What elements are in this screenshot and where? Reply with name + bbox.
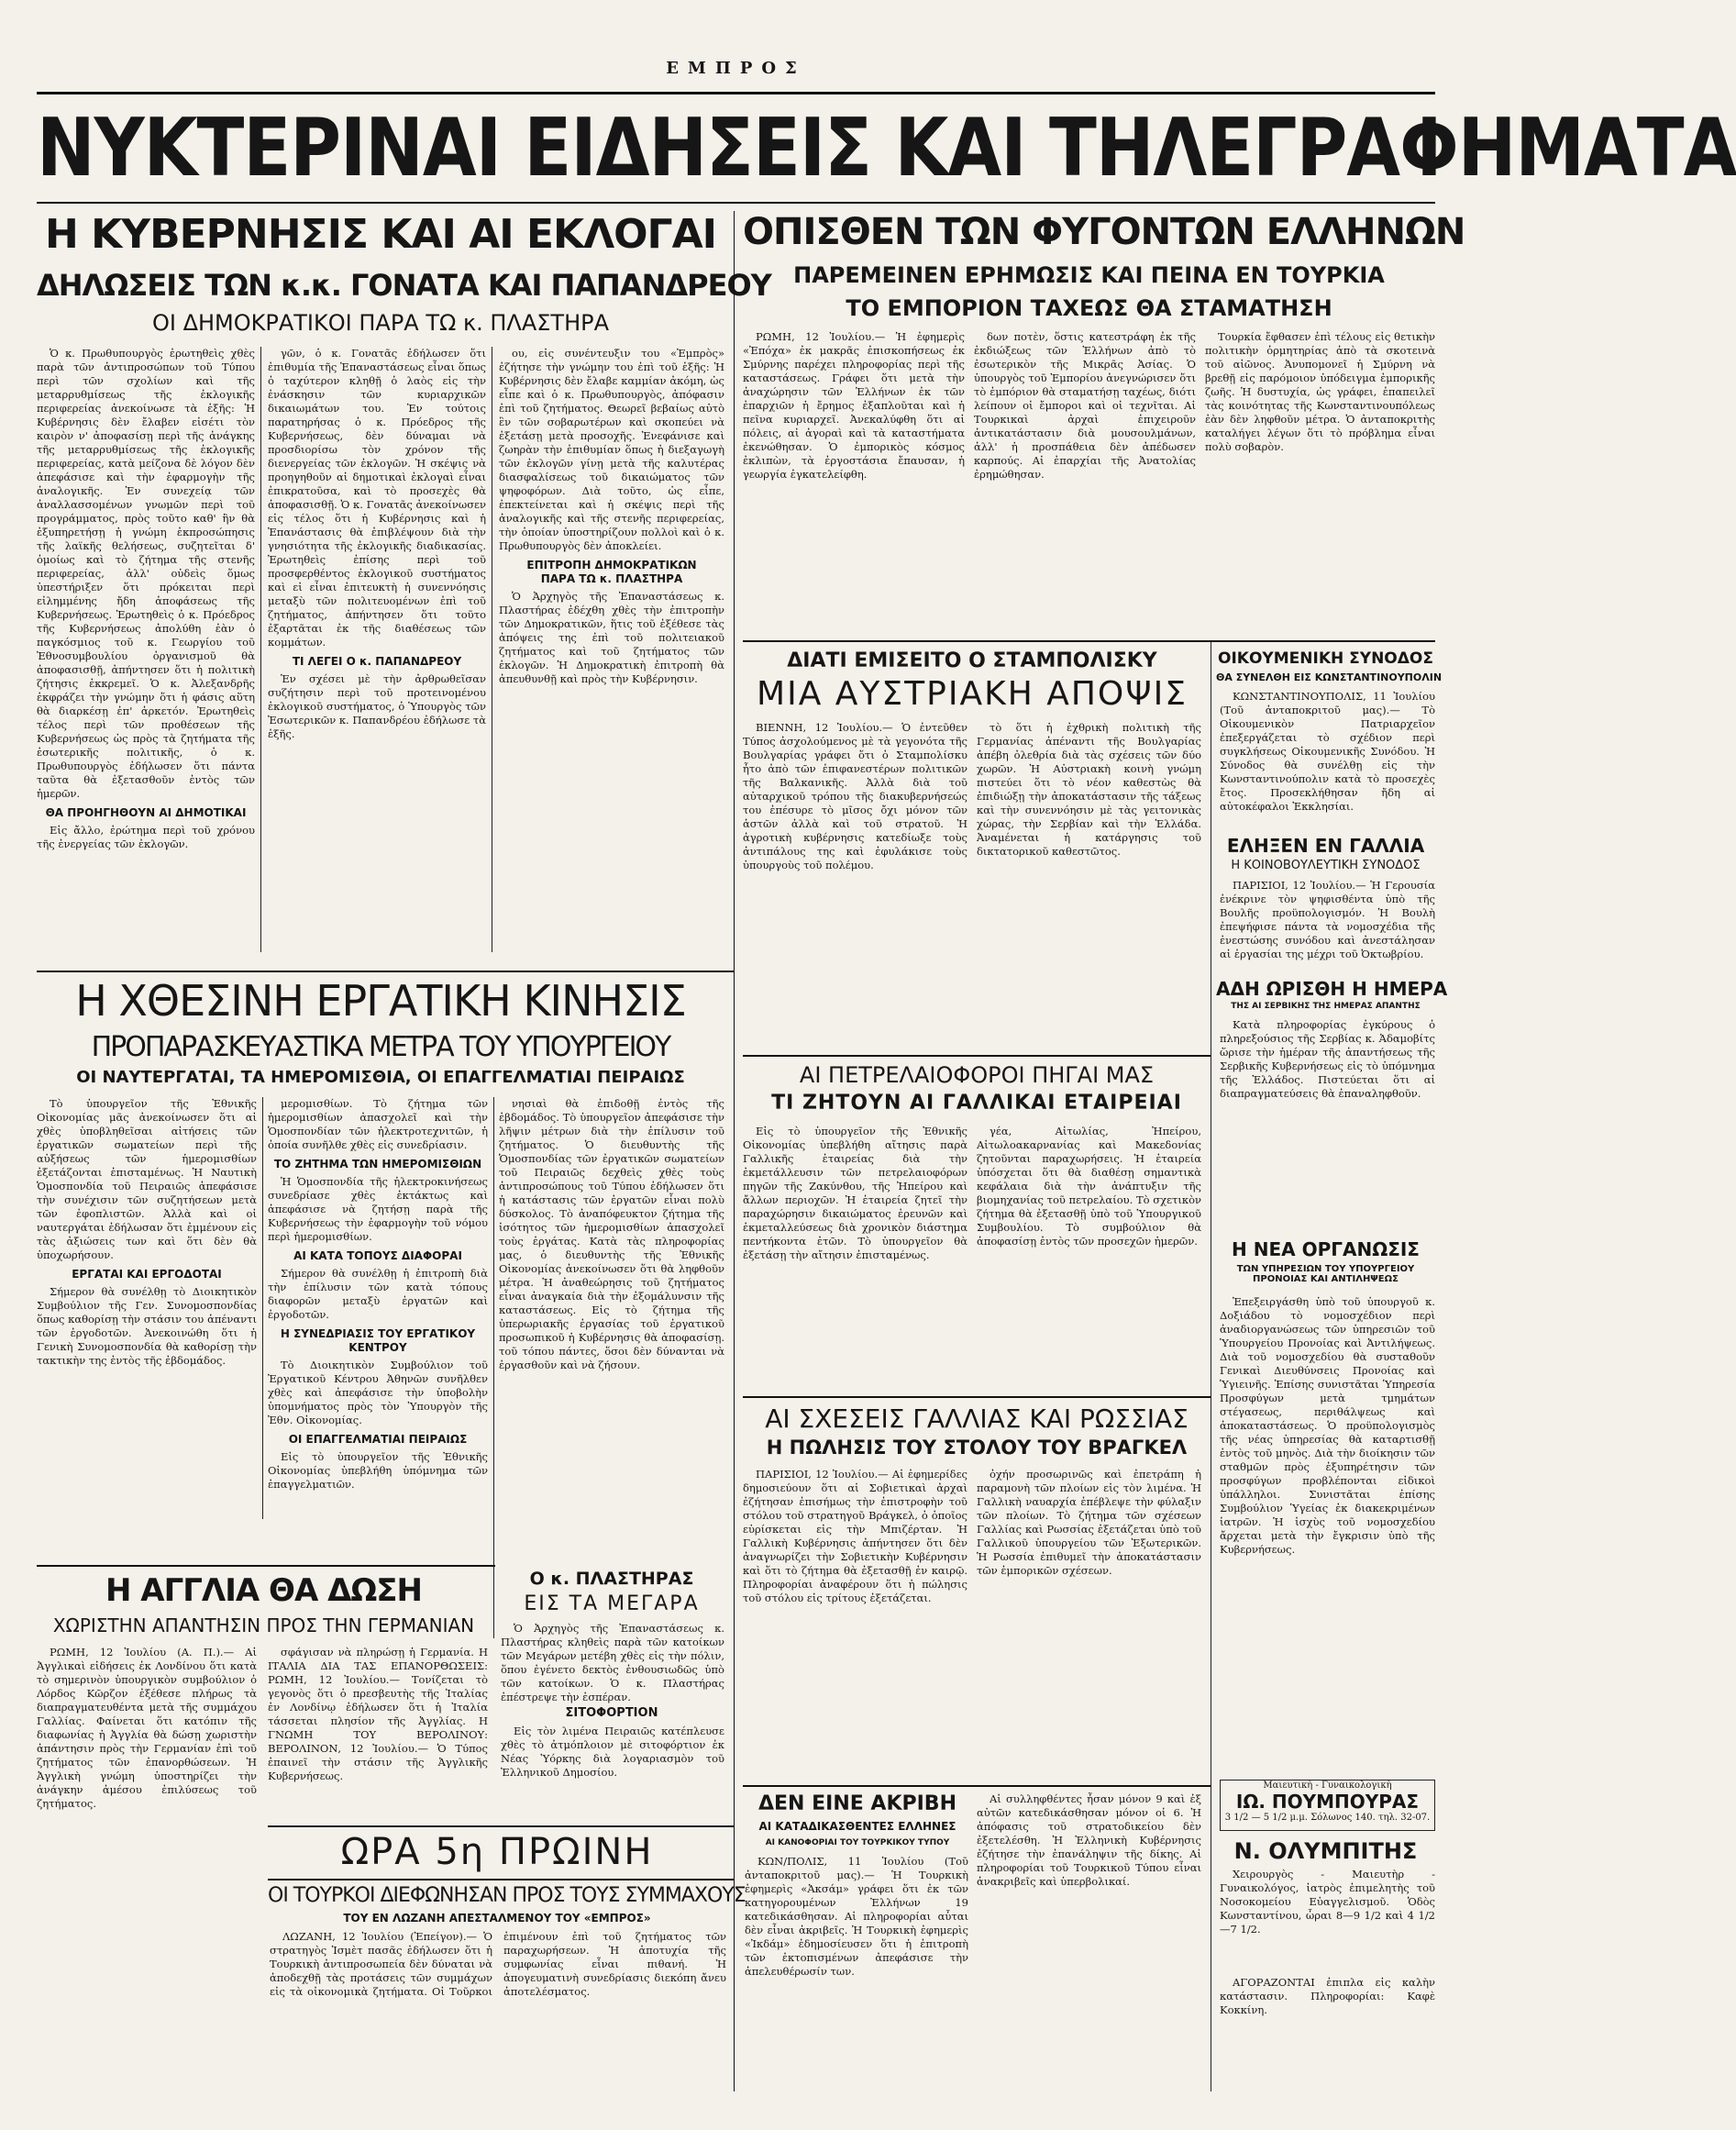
article-column <box>977 721 1201 1042</box>
article-text: ΠΑΡΙΣΙΟΙ, 12 Ἰουλίου.— Ἡ Γερουσία ἐνέκρινε τὸν ψηφισθέντα ὑπὸ τῆς Βουλῆς προϋπολογισμόν. Ἡ Βουλὴ ἐπεψήφισε πάντα τὰ νομοσχέδια τῆς ἐνεστώσης συνόδου καὶ ἀνεστάλησαν αἱ ἐργασίαι της μέχρι τοῦ Ὀκτωβρίου. <box>1220 879 1435 960</box>
section-subheading: ΕΠΙΤΡΟΠΗ ΔΗΜΟΚΡΑΤΙΚΩΝ ΠΑΡΑ ΤΩ κ. ΠΛΑΣΤΗΡΑ <box>526 559 697 585</box>
article-column <box>743 1125 968 1391</box>
article-text: μερομισθίων. Τὸ ζήτημα τῶν ἡμερομισθίων ἀπασχολεῖ καὶ τὴν Ὁμοσπονδίαν τῶν ἠλεκτροτεχνιτῶν, ἡ ὁποία συνῆλθε χθὲς εἰς συνεδρίασιν. <box>268 1097 488 1151</box>
article-text: Εἰς ἄλλο, ἐρώτημα περὶ τοῦ χρόνου τῆς ἐνεργείας τῶν ἐκλογῶν. <box>37 824 255 850</box>
article-deck: ΤΩΝ ΥΠΗΡΕΣΙΩΝ ΤΟΥ ΥΠΟΥΡΓΕΙΟΥ ΠΡΟΝΟΙΑΣ ΚΑΙ ΑΝΤΙΛΗΨΕΩΣ <box>1236 1264 1415 1284</box>
article-text: Ὁ κ. Πρωθυπουργὸς ἐρωτηθεὶς χθὲς παρὰ τῶν ἀντιπροσώπων τοῦ Τύπου περὶ τῶν σχολίων καὶ τῆς μεταρρυθμίσεως τῆς ἐκλογικῆς περιφερείας ἀνεκοίνωσε τὰ ἑξῆς: Ἡ Κυβέρνησις δὲν ἔλαβεν εἰσέτι τὸν καιρὸν ν' ἀποφασίσῃ περὶ τῆς ἀνάγκης τῆς μεταρρυθμίσεως τῆς ἐκλογικῆς περιφερείας, κατὰ μείζονα δὲ λόγον δὲν ἀπεφάσισε καὶ τὴν ἐφαρμογὴν τῆς ἀναλογικῆς. Ἐν συνεχείᾳ τῶν ἀναλλασσομένων γνωμῶν περὶ τοῦ προγράμματος, πρὸς τοῦτο καθ' ἣν θὰ ἐξυπηρετήσῃ ἡ γνώμη ἐκπροσώπησις τῆς λαϊκῆς θελήσεως, συζητεῖται δ' ὁμοίως καὶ τὸ ζήτημα τῆς στενῆς περιφερείας, ἀλλ' οὐδεὶς ὅμως ὑπεστήριξεν ὅτι πρόκειται περὶ εἰλημμένης ἤδη ἀποφάσεως τῆς Κυβερνήσεως. Ἐρωτηθεὶς ὁ κ. Πρόεδρος τῆς Κυβερνήσεως ἀπολύθη ἐὰν ὁ παγκόσμιος τοῦ κ. Γεωργίου τοῦ Ἐθνοσυμβουλίου ὀργανισμοῦ θὰ ἀποφασισθῇ, ἀπήντησεν ὅτι ἡ πολιτικὴ ζήτησις ἐκκρεμεῖ. Ὁ κ. Ἀλεξανδρῆς ἐκφράζει τὴν γνώμην ὅτι ἡ φάσις αὕτη θὰ διαρκέσῃ ἐπ' ἀρκετόν. Ἐρωτηθεὶς τέλος περὶ τῶν προθέσεων τῆς Κυβερνήσεως ὡς πρὸς τὰ ζητήματα τῆς ἐσωτερικῆς πολιτικῆς, ὁ κ. Πρωθυπουργὸς ἐδήλωσεν ὅτι πάντα ταῦτα θὰ ἐξετασθοῦν ἐντὸς τῶν ἡμερῶν. <box>37 347 255 800</box>
article-column <box>1220 1018 1435 1229</box>
article-column <box>499 1097 724 1556</box>
article-text: Τουρκία ἔφθασεν ἐπὶ τέλους εἰς θετικὴν πολιτικὴν ὁρμητηρίας ἀπὸ τὰ σκοτεινὰ τοῦ αἰῶνος. Ἀνυπομονεῖ ἡ Σμύρνη νὰ βρεθῇ εἰς παρόμοιον ὑπόδειγμα ἐμπορικῆς ζωῆς. Ἡ δυστυχία, ὡς γράφει, ἐπαπειλεῖ τὰς κοινότητας τῆς Κωνσταντινουπόλεως ἐὰν δὲν ληφθοῦν μέτρα. Ὁ ἀνταποκριτὴς καταλήγει λέγων ὅτι τὸ πρόβλημα εἶναι πολὺ σοβαρὸν. <box>1205 330 1435 453</box>
article-text: ΡΩΜΗ, 12 Ἰουλίου.— Ἡ ἐφημερὶς «Ἐπόχα» ἐκ μακρᾶς ἐπισκοπήσεως ἐκ Σμύρνης παρέχει πληροφορίας περὶ τῆς καταστάσεως. Γράφει ὅτι μετὰ τὴν ἀναχώρησιν τῶν Ἑλλήνων ἐκ τῶν ἐπαρχιῶν ἡ ἔρημος ἐξαπλοῦται καὶ ἡ πεῖνα κυριαρχεῖ. Ἀνεκαλύφθη ὅτι αἱ πόλεις, αἱ ἀγοραὶ καὶ τὰ καταστήματα ἐκενώθησαν. Ὁ ἐμπορικὸς κόσμος ἐκλιπὼν, τὰ ἐργοστάσια ἔπαυσαν, ἡ γεωργία ἐγκατελείφθη. <box>743 330 965 481</box>
article-column <box>270 1930 726 2077</box>
article-column <box>977 1468 1201 1780</box>
section-subheading: ΤΟ ΖΗΤΗΜΑ ΤΩΝ ΗΜΕΡΟΜΙΣΘΙΩΝ <box>273 1158 482 1170</box>
article-text: Εἰς τὸ ὑπουργεῖον τῆς Ἐθνικῆς Οἰκονομίας ὑπεβλήθη ὑπόμνημα τῶν ἐπαγγελματιῶν. <box>268 1450 488 1491</box>
article-text: ΡΩΜΗ, 12 Ἰουλίου (Α. Π.).— Αἱ Ἀγγλικαὶ εἰδήσεις ἐκ Λονδίνου ὅτι κατὰ τὸ σημερινὸν ὑπουργικὸν συμβούλιον ὁ Λόρδος Κῶρζον ἐξέθεσε πλήρως τὰ διαπραγματευθέντα μετὰ τῆς συμμάχου Γαλλίας. Φαίνεται ὅτι κατόπιν τῆς διαφωνίας ἡ Ἀγγλία θὰ δώσῃ χωριστὴν ἀπάντησιν πρὸς τὴν Γερμανίαν ἐπὶ τοῦ ζητήματος τῶν ἐπανορθώσεων. Ἡ Ἀγγλικὴ γνώμη ὑποστηρίζει τὴν ἀνάγκην ἀμέσου ἐπιλύσεως τοῦ ζητήματος. <box>37 1646 257 1810</box>
article-headline: Ο κ. ΠΛΑΣΤΗΡΑΣ <box>529 1569 694 1589</box>
stop-press-time: ΩΡΑ 5η ΠΡΩΙΝΗ <box>340 1831 654 1873</box>
ad-text: ΑΓΟΡΑΖΟΝΤΑΙ ἐπιπλα εἰς καλὴν κατάστασιν. Πληροφορίαι: Καφὲ Κοκκίνη. <box>1220 1976 1435 2016</box>
article-text: νησιαὶ θὰ ἐπιδοθῇ ἐντὸς τῆς ἐβδομάδος. Τὸ ὑπουργεῖον ἀπεφάσισε τὴν λῆψιν μέτρων διὰ τὴν ἐπίλυσιν τοῦ ζητήματος. Ὁ διευθυντὴς τῆς Ὁμοσπονδίας τῶν ἐργατικῶν σωματείων τοῦ Πειραιῶς δεχθεὶς χθὲς τοὺς ἀντιπροσώπους τοῦ Τύπου ἐδήλωσεν ὅτι ἡ κατάστασις τῶν ἐργατῶν εἶναι πολὺ δύσκολος. Τὸ ἀναπόφευκτον ζήτημα τῆς ἰσότητος τῶν ἡμερομισθίων ἀπασχολεῖ τοὺς ἐργάτας. Κατὰ τὰς πληροφορίας μας, ὁ διευθυντὴς τῆς Ἐθνικῆς Οἰκονομίας ἀνεκοίνωσεν ὅτι θὰ ληφθοῦν μέτρα. Ἡ ἀναθεώρησις τοῦ ζητήματος εἶναι ἀναγκαία διὰ τὴν ἐξομάλυνσιν τῆς καταστάσεως. Εἰς τὸ ζήτημα τῆς ὑπερωριακῆς ἐργασίας τοῦ ἐργατικοῦ προσωπικοῦ ἡ Κυβέρνησις θὰ ἀποφασίσῃ. τοῦ τόπου πάντες, ὅσοι δὲν δύνανται νὰ ἐργασθοῦν καὶ νὰ ζήσουν. <box>499 1097 724 1371</box>
article-text: δων ποτὲν, ὅστις κατεστράφη ἐκ τῆς ἐκδιώξεως τῶν Ἑλλήνων ἀπὸ τὸ ἐσωτερικὸν τῆς Μικρᾶς Ἀσίας. Ὁ ὑπουργὸς τοῦ Ἐμπορίου ἀνεγνώρισεν ὅτι τὸ ἐμπόριον θὰ σταματήσῃ ταχέως, διότι λείπουν οἱ ἔμποροι καὶ οἱ τεχνῖται. Αἱ Τουρκικαὶ ἀρχαὶ ἐπιχειροῦν ἀντικατάστασιν διὰ μουσουλμάνων, ἀλλ' ἡ προσπάθεια δὲν ἀπέδωσεν καρπούς. Αἱ ἐπαρχίαι τῆς Ἀνατολίας ἐρημώθησαν. <box>974 330 1196 481</box>
article-deck: ΤΟΥ ΕΝ ΛΩΖΑΝΗ ΑΠΕΣΤΑΛΜΕΝΟΥ ΤΟΥ «ΕΜΠΡΟΣ» <box>343 1912 651 1925</box>
article-text: ΒΙΕΝΝΗ, 12 Ἰουλίου.— Ὁ ἐντεῦθεν Τύπος ἀσχολούμενος μὲ τὰ γεγονότα τῆς Βουλγαρίας γράφει ὅτι ὁ Σταμπολίσκυ ἦτο ἀπὸ τῶν ἐπιφανεστέρων πολιτικῶν τῆς Βαλκανικῆς. Ἀλλὰ διὰ τοῦ αὐταρχικοῦ τρόπου τῆς διακυβερνήσεώς του ἐπέσυρε τὸ μῖσος ὄχι μόνον τῶν ἀστῶν ἀλλὰ καὶ τοῦ στρατοῦ. Ἡ ἀγροτικὴ κυβέρνησις κατεδίωξε τοὺς ἀντιπάλους της καὶ ἐφυλάκισε τοὺς ὑπουργοὺς τοῦ πολέμου. <box>743 721 968 871</box>
article-text: Σήμερον θὰ συνέλθῃ τὸ Διοικητικὸν Συμβούλιον τῆς Γεν. Συνομοσπονδίας ὅπως καθορίσῃ τὴν στάσιν του ἀπέναντι τῶν ἐργοδοτῶν. Ἀνεκοινώθη ὅτι ἡ Γενικὴ Συνομοσπονδία θὰ καθορίσῃ τὴν τακτικὴν της ἐντὸς τῆς ἐβδομάδος. <box>37 1285 257 1367</box>
article-text: Ἐν σχέσει μὲ τὴν ἀρθρωθεῖσαν συζήτησιν περὶ τοῦ προτεινομένου ἐκλογικοῦ συστήματος, ὁ Ὑπουργὸς τῶν Ἐσωτερικῶν κ. Παπανδρέου ἐδήλωσε τὰ ἑξῆς. <box>268 672 486 740</box>
section-rule <box>743 1055 1211 1057</box>
article-headline: Η ΝΕΑ ΟΡΓΑΝΩΣΙΣ <box>1232 1238 1420 1260</box>
article-column <box>743 1468 968 1780</box>
article-deck: Η ΠΩΛΗΣΙΣ ΤΟΥ ΣΤΟΛΟΥ ΤΟΥ ΒΡΑΓΚΕΛ <box>766 1437 1188 1459</box>
article-deck: Η ΚΟΙΝΟΒΟΥΛΕΥΤΙΚΗ ΣΥΝΟΔΟΣ <box>1231 859 1421 872</box>
article-subdeck: ΟΙ ΝΑΥΤΕΡΓΑΤΑΙ, ΤΑ ΗΜΕΡΟΜΙΣΘΙΑ, ΟΙ ΕΠΑΓΓΕΛΜΑΤΙΑΙ ΠΕΙΡΑΙΩΣ <box>76 1068 685 1087</box>
article-headline: ΔΕΝ ΕΙΝΕ ΑΚΡΙΒΗ <box>757 1792 956 1815</box>
article-column <box>268 1646 488 1820</box>
article-text: Εἰς τὸν λιμένα Πειραιῶς κατέπλευσε χθὲς τὸ ἀτμόπλοιον μὲ σιτοφόρτιον ἐκ Νέας Ὑόρκης διὰ λογαριασμὸν τοῦ Ἐλληνικοῦ Δημοσίου. <box>501 1725 724 1779</box>
article-column <box>743 330 965 633</box>
article-subdeck: ΤΟ ΕΜΠΟΡΙΟΝ ΤΑΧΕΩΣ ΘΑ ΣΤΑΜΑΤΗΣΗ <box>846 295 1332 321</box>
article-text: Εἰς τὸ ὑπουργεῖον τῆς Ἐθνικῆς Οἰκονομίας ὑπεβλήθη αἴτησις παρὰ Γαλλικῆς ἑταιρείας διὰ τὴν ἐκμετάλλευσιν τῶν πετρελαιοφόρων πηγῶν τῆς Ζακύνθου, τῆς Ἠπείρου καὶ ἄλλων περιοχῶν. Ἡ ἑταιρεία ζητεῖ τὴν παραχώρησιν δικαιώματος ἐρευνῶν καὶ ἐκμεταλλεύσεως διὰ χρονικὸν διάστημα πεντήκοντα ἐτῶν. Τὸ ὑπουργεῖον θὰ ἐξετάσῃ τὴν αἴτησιν ἐπισταμένως. <box>743 1125 968 1261</box>
section-rule <box>743 1785 1211 1787</box>
article-column <box>743 721 968 1042</box>
article-text: Τὸ ὑπουργεῖον τῆς Ἐθνικῆς Οἰκονομίας μᾶς ἀνεκοίνωσεν ὅτι αἱ χθὲς ὑποβληθεῖσαι αἰτήσεις τῶν ἐργατικῶν σωματείων περὶ τῆς αὐξήσεως τῶν ἡμερομισθίων ἐξετάζονται ἐπισταμένως. Ἡ Ναυτικὴ Ὁμοσπονδία τοῦ Πειραιῶς ἀπεφάσισε τὴν συνέχισιν τῶν συζητήσεων μετὰ τῶν ἐφοπλιστῶν. Ἀλλὰ καὶ οἱ ναυτεργάται ἐδήλωσαν ὅτι ἐμμένουν εἰς τὰς ἀξιώσεις των καὶ ὅτι δὲν θὰ ὑποχωρήσουν. <box>37 1097 257 1261</box>
article-column <box>37 1646 257 2049</box>
column-rule <box>260 347 261 952</box>
article-column <box>1220 1295 1435 1772</box>
article-headline: ΑΔΗ ΩΡΙΣΘΗ Η ΗΜΕΡΑ <box>1216 978 1448 1000</box>
article-text: ὀχήν προσωρινῶς καὶ ἐπετράπη ἡ παραμονὴ τῶν πλοίων εἰς τὸν λιμένα. Ἡ Γαλλικὴ ναυαρχία ἐπέβλεψε τὴν φύλαξιν τῶν πλοίων. Τὸ ζήτημα τῶν σχέσεων Γαλλίας καὶ Ρωσσίας ἐξετάζεται ὑπὸ τοῦ Γαλλικοῦ ὑπουργείου τῶν Ἐξωτερικῶν. Ἡ Ρωσσία ἐπιθυμεῖ τὴν ἀποκατάστασιν τῶν ἐμπορικῶν σχέσεων. <box>977 1468 1201 1577</box>
banner-rule <box>37 202 1435 204</box>
article-text: γῶν, ὁ κ. Γονατᾶς ἐδήλωσεν ὅτι ἐπιθυμία τῆς Ἐπαναστάσεως εἶναι ὅπως ὁ ταχύτερον κληθῇ ὁ λαὸς εἰς τὴν ἐνάσκησιν τῶν κυριαρχικῶν δικαιωμάτων του. Ἐν τούτοις παρατηρήσας ὁ κ. Πρόεδρος τῆς Κυβερνήσεως, δὲν δύναμαι νὰ προσδιορίσω τὸν χρόνον τῆς διενεργείας τῶν ἐκλογῶν. Ἡ σκέψις νὰ προηγηθοῦν αἱ δημοτικαὶ ἐκλογαὶ εἶναι ἐπικρατοῦσα, καὶ τὸ προσεχὲς θὰ ἀποφασισθῇ. Ὁ κ. Γονατᾶς ἀνεκοίνωσεν εἰς τέλος ὅτι ἡ Κυβέρνησις καὶ ἡ Ἐπανάστασις θὰ ἐπιβλέψουν διὰ τὴν γνησιότητα τῆς ἐκλογικῆς διαδικασίας. Ἐρωτηθεὶς ἐπίσης περὶ τοῦ προσφερθέντος ἐκλογικοῦ συστήματος καὶ εἰ εἶναι ἐπιτευκτὴ ἡ συνεννόησις μεταξὺ τῶν πολιτευομένων ἐπὶ τοῦ ζητήματος, ἀπήντησεν ὅτι τοῦτο ἐξαρτᾶται ἐκ τῆς διαθέσεως τῶν κομμάτων. <box>268 347 486 649</box>
article-deck: ΤΙ ΖΗΤΟΥΝ ΑΙ ΓΑΛΛΙΚΑΙ ΕΤΑΙΡΕΙΑΙ <box>771 1092 1182 1115</box>
article-headline: ΑΙ ΣΧΕΣΕΙΣ ΓΑΛΛΙΑΣ ΚΑΙ ΡΩΣΣΙΑΣ <box>765 1403 1189 1434</box>
article-subdeck: ΟΙ ΔΗΜΟΚΡΑΤΙΚΟΙ ΠΑΡΑ ΤΩ κ. ΠΛΑΣΤΗΡΑ <box>151 310 610 336</box>
section-subheading: ΤΙ ΛΕΓΕΙ Ο κ. ΠΑΠΑΝΔΡΕΟΥ <box>292 655 462 668</box>
article-column <box>974 330 1196 633</box>
section-rule <box>37 971 734 972</box>
article-text: σφάγισαν νὰ πληρώσῃ ἡ Γερμανία. Η ΙΤΑΛΙΑ ΔΙΑ ΤΑΣ ΕΠΑΝΟΡΘΩΣΕΙΣ: ΡΩΜΗ, 12 Ἰουλίου.— Τονίζεται τὸ γεγονὸς ὅτι ὁ πρεσβευτὴς τῆς Ἰταλίας ἐν Λονδίνῳ ἐδήλωσεν ὅτι ἡ Ἰταλία τάσσεται πλησίον τῆς Ἀγγλίας. Η ΓΝΩΜΗ ΤΟΥ ΒΕΡΟΛΙΝΟΥ: ΒΕΡΟΛΙΝΟΝ, 12 Ἰουλίου.— Ὁ Τύπος ἐπαινεῖ τὴν στάσιν τῆς Ἀγγλικῆς Κυβερνήσεως. <box>268 1646 488 1782</box>
article-text: Ἐπεξειργάσθη ὑπὸ τοῦ ὑπουργοῦ κ. Δοξιάδου τὸ νομοσχέδιον περὶ ἀναδιοργανώσεως τῶν ὑπηρεσιῶν τοῦ Ὑπουργείου Προνοίας καὶ Ἀντιλήψεως. Διὰ τοῦ νομοσχεδίου θὰ συσταθοῦν Γενικαὶ Διευθύνσεις Προνοίας καὶ Ὑγιεινῆς. Ἐπίσης συνιστᾶται Ὑπηρεσία Προσφύγων μετὰ τμημάτων στέγασεως, περιθάλψεως καὶ ἀποκαταστάσεως. Ὁ προϋπολογισμὸς τῆς νέας ὑπηρεσίας θὰ καταρτισθῇ ἐντὸς τοῦ μηνὸς. Διὰ τὴν διοίκησιν τῶν σταθμῶν πρὸς ἐξυπηρέτησιν τῶν προσφύγων προβλέπονται εἰδικοὶ ὑπάλληλοι. Συνιστᾶται ἐπίσης Συμβούλιον Ὑγείας ἐκ διακεκριμένων ἰατρῶν. Ἡ ἰσχὺς τοῦ νομοσχεδίου ἄρχεται μετὰ τὴν ἔγκρισιν ὑπὸ τῆς Κυβερνήσεως. <box>1220 1295 1435 1556</box>
classified-ad <box>1220 1976 1435 2022</box>
article-column <box>37 347 255 961</box>
article-text: Ὁ Ἀρχηγὸς τῆς Ἐπαναστάσεως κ. Πλαστήρας ἐδέχθη χθὲς τὴν ἐπιτροπὴν τῶν Δημοκρατικῶν, ἥτις τοῦ ἐξέθεσε τὰς ἀπόψεις της ἐπὶ τοῦ πολιτειακοῦ ζητήματος καὶ τοῦ ζητήματος τῶν ἐκλογῶν. Ἡ Δημοκρατικὴ ἐπιτροπὴ θὰ ἀπευθυνθῇ καὶ πρὸς τὴν Κυβέρνησιν. <box>499 590 724 685</box>
page-column-rule <box>734 211 735 2091</box>
article-column <box>1205 330 1435 633</box>
front-banner-headline: ΝΥΚΤΕΡΙΝΑΙ ΕΙΔΗΣΕΙΣ ΚΑΙ ΤΗΛΕΓΡΑΦΗΜΑΤΑ <box>37 100 1736 194</box>
article-column <box>268 1097 488 1519</box>
advertisement-text <box>1220 1868 1435 1969</box>
article-column <box>499 347 724 961</box>
advertisement-box <box>1220 1780 1435 1831</box>
article-column <box>977 1792 1201 2086</box>
article-headline: ΑΙ ΠΕΤΡΕΛΑΙΟΦΟΡΟΙ ΠΗΓΑΙ ΜΑΣ <box>799 1062 1155 1088</box>
article-column <box>501 1725 724 1816</box>
article-deck: ΤΗΣ ΑΙ ΣΕΡΒΙΚΗΣ ΤΗΣ ΗΜΕΡΑΣ ΑΠΑΝΤΗΣ <box>1231 1002 1421 1011</box>
article-deck: ΘΑ ΣΥΝΕΛΘΗ ΕΙΣ ΚΩΝΣΤΑΝΤΙΝΟΥΠΟΛΙΝ <box>1216 671 1443 683</box>
ad-text: Χειρουργὸς - Μαιευτὴρ - Γυναικολόγος, ἰατρὸς ἐπιμελητὴς τοῦ Νοσοκομείου Εὐαγγελισμοῦ. Ὁδὸς Κωνσταντίνου, ὧραι 8—9 1/2 καὶ 4 1/2—7 1/2. <box>1220 1868 1435 1936</box>
article-text: Κατὰ πληροφορίας ἐγκύρους ὁ πληρεξούσιος τῆς Σερβίας κ. Ἀδαμοβίτς ὥρισε τὴν ἡμέραν τῆς ἀπαντήσεως τῆς Σερβικῆς Κυβερνήσεως εἰς τὸ ὑπόμνημα τῆς Ἑλλάδος. Πιστεύεται ὅτι αἱ διαπραγματεύσεις θὰ ἐπαναληφθοῦν. <box>1220 1018 1435 1100</box>
section-subheading: Η ΣΥΝΕΔΡΙΑΣΙΣ ΤΟΥ ΕΡΓΑΤΙΚΟΥ ΚΕΝΤΡΟΥ <box>280 1327 476 1354</box>
article-deck: ΧΩΡΙΣΤΗΝ ΑΠΑΝΤΗΣΙΝ ΠΡΟΣ ΤΗΝ ΓΕΡΜΑΝΙΑΝ <box>52 1614 475 1636</box>
article-column <box>501 1622 724 1701</box>
column-rule <box>493 1097 494 1638</box>
column-rule <box>262 1097 263 1519</box>
article-headline: ΕΛΗΞΕΝ ΕΝ ΓΑΛΛΙΑ <box>1226 835 1425 857</box>
newspaper-page <box>37 55 1736 2101</box>
ad-line: 3 1/2 — 5 1/2 μ.μ. Σόλωνος 140. τηλ. 32-07. <box>1224 1813 1431 1823</box>
article-text: τὸ ὅτι ἡ ἐχθρικὴ πολιτικὴ τῆς Γερμανίας ἀπέναντι τῆς Βουλγαρίας ἀπέβη ὀλεθρία διὰ τὰς σχέσεις τῶν δύο χωρῶν. Ἡ Αὐστριακὴ κοινὴ γνώμη πιστεύει ὅτι τὸ νέον καθεστὼς θὰ ἐπιδιώξῃ τὴν ἀποκατάστασιν τῆς τάξεως καὶ τὴν συνεννόησιν μὲ τὰς γειτονικὰς χώρας, τὴν Σερβίαν καὶ τὴν Ἑλλάδα. Ἀναμένεται ἡ κατάργησις τοῦ δικτατορικοῦ καθεστῶτος. <box>977 721 1201 858</box>
section-subheading: ΕΡΓΑΤΑΙ ΚΑΙ ΕΡΓΟΔΟΤΑΙ <box>72 1268 222 1281</box>
article-headline: Η ΑΓΓΛΙΑ ΘΑ ΔΩΣΗ <box>105 1572 422 1609</box>
section-rule <box>37 1565 495 1567</box>
article-column <box>268 347 486 961</box>
article-headline: ΟΠΙΣΘΕΝ ΤΩΝ ΦΥΓΟΝΤΩΝ ΕΛΛΗΝΩΝ <box>743 211 1465 253</box>
article-text: ου, εἰς συνέντευξιν του «Ἐμπρὸς» ἐζήτησε τὴν γνώμην του ἐπὶ τοῦ ἑξῆς: Ἡ Κυβέρνησις δὲν ἔλαβε καμμίαν ἀκόμη, ὡς εἶπε καὶ ὁ κ. Πρωθυπουργὸς, ἀπόφασιν ἐπὶ τοῦ ζητήματος. Θεωρεῖ βεβαίως αὐτὸ ἓν τῶν σοβαρωτέρων καὶ σκοπεύει νὰ ἐξετάσῃ μετὰ προσοχῆς. Ἐνεφάνισε καὶ ζωηρὰν τὴν ἐπιθυμίαν ὅπως ἡ διεξαγωγὴ τῶν ἐκλογῶν γίνῃ μετὰ τῆς καλυτέρας διασφαλίσεως τοῦ δικαιώματος τῶν ψηφοφόρων. Διὰ τοῦτο, ὡς εἶπε, ἐπεκτείνεται καὶ ἡ σκέψις περὶ τῆς ἀναλογικῆς καὶ τῆς στενῆς περιφερείας, τὴν ὁποίαν ὑποστηρίζουν πολλοὶ καὶ ὁ κ. Πρωθυπουργὸς δὲν ἀποκλείει. <box>499 347 724 552</box>
paper-name: ΕΜΠΡΟΣ <box>666 59 806 78</box>
article-deck: ΕΙΣ ΤΑ ΜΕΓΑΡΑ <box>524 1592 700 1615</box>
article-headline: ΟΙ ΤΟΥΡΚΟΙ ΔΙΕΦΩΝΗΣΑΝ ΠΡΟΣ ΤΟΥΣ ΣΥΜΜΑΧΟΥΣ <box>268 1884 746 1907</box>
article-deck: ΠΡΟΠΑΡΑΣΚΕΥΑΣΤΙΚΑ ΜΕΤΡΑ ΤΟΥ ΥΠΟΥΡΓΕΙΟΥ <box>91 1031 670 1063</box>
section-subheading: ΟΙ ΕΠΑΓΓΕΛΜΑΤΙΑΙ ΠΕΙΡΑΙΩΣ <box>288 1433 468 1446</box>
section-rule <box>743 640 1435 642</box>
article-headline: ΔΙΑΤΙ ΕΜΙΣΕΙΤΟ Ο ΣΤΑΜΠΟΛΙΣΚΥ <box>787 649 1157 672</box>
article-text: ΚΩΝΣΤΑΝΤΙΝΟΥΠΟΛΙΣ, 11 Ἰουλίου (Τοῦ ἀνταποκριτοῦ μας).— Τὸ Οἰκουμενικὸν Πατριαρχεῖον ἐπεξεργάζεται τὸ σχέδιον περὶ συγκλήσεως Οἰκουμενικῆς Συνόδου. Ἡ Σύνοδος θὰ συνέλθῃ εἰς τὴν Κωνσταντινούπολιν κατὰ τὸ προσεχὲς ἔτος. Προσεκλήθησαν ἤδη αἱ αὐτοκέφαλοι Ἐκκλησίαι. <box>1220 690 1435 813</box>
section-subheading: ΘΑ ΠΡΟΗΓΗΘΟΥΝ ΑΙ ΔΗΜΟΤΙΚΑΙ <box>45 806 247 819</box>
article-text: Ὁ Ἀρχηγὸς τῆς Ἐπαναστάσεως κ. Πλαστήρας κληθεὶς παρὰ τῶν κατοίκων τῶν Μεγάρων μετέβη χθὲς εἰς τὴν πόλιν, ὅπου ἐγένετο δεκτὸς ἐνθουσιωδῶς ὑπὸ τῶν κατοίκων. Ὁ κ. Πλαστήρας ἐπέστρεψε τὴν ἑσπέραν. <box>501 1622 724 1703</box>
masthead <box>37 55 1435 94</box>
ad-name: ΙΩ. ΠΟΥΜΠΟΥΡΑΣ <box>1235 1791 1420 1813</box>
article-text: Σήμερον θὰ συνέλθῃ ἡ ἐπιτροπὴ διὰ τὴν ἐπίλυσιν τῶν κατὰ τόπους διαφορῶν μεταξὺ ἐργατῶν καὶ ἐργοδοτῶν. <box>268 1267 488 1321</box>
article-deck: ΑΙ ΚΑΤΑΔΙΚΑΣΘΕΝΤΕΣ ΕΛΛΗΝΕΣ <box>758 1820 956 1833</box>
article-column <box>1220 879 1435 971</box>
article-column <box>745 1855 968 2084</box>
article-subdeck: ΑΙ ΚΑΝΟΦΟΡΙΑΙ ΤΟΥ ΤΟΥΡΚΙΚΟΥ ΤΥΠΟΥ <box>765 1838 950 1847</box>
section-subheading: ΣΙΤΟΦΟΡΤΙΟΝ <box>565 1706 658 1720</box>
article-deck: ΔΗΛΩΣΕΙΣ ΤΩΝ κ.κ. ΓΟΝΑΤΑ ΚΑΙ ΠΑΠΑΝΔΡΕΟΥ <box>37 268 771 303</box>
section-subheading: ΑΙ ΚΑΤΑ ΤΟΠΟΥΣ ΔΙΑΦΟΡΑΙ <box>293 1249 462 1262</box>
article-text: ΚΩΝ/ΠΟΛΙΣ, 11 Ἰουλίου (Τοῦ ἀνταποκριτοῦ μας).— Ἡ Τουρκικὴ ἐφημερὶς «Ἀκσάμ» γράφει ὅτι ἐκ τῶν κατηγορουμένων Ἑλλήνων 19 κατεδικάσθησαν. Αἱ πληροφορίαι αὗται δὲν εἶναι ἀκριβεῖς. Ἡ Τουρκικὴ ἐφημερὶς «Ἰκδάμ» ἐδημοσίευσεν ὅτι ἡ ἐπιτροπὴ τῶν ἐκτοπισμένων ἀπεφάσισε τὴν ἀπελευθέρωσίν των. <box>745 1855 968 1978</box>
article-headline: ΟΙΚΟΥΜΕΝΙΚΗ ΣΥΝΟΔΟΣ <box>1218 649 1433 668</box>
article-text: γέα, Αἰτωλίας, Ἠπείρου, Αἰτωλοακαρνανίας καὶ Μακεδονίας ζητοῦνται παραχωρήσεις. Ἡ ἑταιρεία ὑπόσχεται ὅτι θὰ διαθέσῃ σημαντικὰ κεφάλαια διὰ τὴν ἀνάπτυξιν τῆς βιομηχανίας τοῦ πετρελαίου. Τὸ σχετικὸν ζήτημα θὰ ἐξετασθῇ ὑπὸ τοῦ Ὑπουργικοῦ Συμβουλίου. Τὸ συμβούλιον θὰ ἀποφασίσῃ ἐντὸς τῶν προσεχῶν ἡμερῶν. <box>977 1125 1201 1248</box>
ad-line: Μαιευτικὴ - Γυναικολογικὴ <box>1263 1781 1392 1791</box>
article-deck: ΠΑΡΕΜΕΙΝΕΝ ΕΡΗΜΩΣΙΣ ΚΑΙ ΠΕΙΝΑ ΕΝ ΤΟΥΡΚΙΑ <box>793 262 1385 288</box>
article-headline: Η ΚΥΒΕΡΝΗΣΙΣ ΚΑΙ ΑΙ ΕΚΛΟΓΑΙ <box>44 211 717 258</box>
article-text: Τὸ Διοικητικὸν Συμβούλιον τοῦ Ἐργατικοῦ Κέντρου Ἀθηνῶν συνῆλθεν χθὲς καὶ ἀπεφάσισε τὴν ὑποβολὴν ὑπομνήματος πρὸς τὸν Ὑπουργὸν τῆς Ἐθν. Οἰκονομίας. <box>268 1359 488 1426</box>
article-text: Ἡ Ὁμοσπονδία τῆς ἠλεκτροκινήσεως συνεδρίασε χθὲς ἐκτάκτως καὶ ἀπεφάσισε νὰ ζητήσῃ παρὰ τῆς Κυβερνήσεως τὴν ἐφαρμογὴν τοῦ νόμου περὶ ἡμερομισθίων. <box>268 1175 488 1243</box>
article-column <box>37 1097 257 1519</box>
section-rule <box>268 1825 734 1827</box>
article-column <box>1220 690 1435 827</box>
article-text: ΛΩΖΑΝΗ, 12 Ἰουλίου (Ἐπείγον).— Ὁ στρατηγὸς Ἰσμὲτ πασᾶς ἐδήλωσεν ὅτι ἡ Τουρκικὴ ἀντιπροσωπεία δὲν δύναται νὰ ἀποδεχθῇ τὰς προτάσεις τῶν συμμάχων εἰς τὰ οἰκονομικὰ ζητήματα. Οἱ Τοῦρκοι ἐπιμένουν ἐπὶ τοῦ ζητήματος τῶν παραχωρήσεων. Ἡ ἀποτυχία τῆς συμφωνίας εἶναι πιθανή. Ἡ ἀπογευματινὴ συνεδρίασις διεκόπη ἄνευ ἀποτελέσματος. <box>270 1930 726 1998</box>
article-column <box>977 1125 1201 1391</box>
article-headline: Η ΧΘΕΣΙΝΗ ΕΡΓΑΤΙΚΗ ΚΙΝΗΣΙΣ <box>75 976 686 1026</box>
section-rule <box>268 1879 734 1880</box>
section-rule <box>743 1396 1211 1398</box>
article-text: ΠΑΡΙΣΙΟΙ, 12 Ἰουλίου.— Αἱ ἐφημερίδες δημοσιεύουν ὅτι αἱ Σοβιετικαὶ ἀρχαὶ ἐζήτησαν ἐπισήμως τὴν ἐπιστροφὴν τοῦ στόλου τοῦ στρατηγοῦ Βράγκελ, ὁ ὁποῖος εὑρίσκεται εἰς τὴν Μπιζέρταν. Ἡ Γαλλικὴ Κυβέρνησις ἀπήντησεν ὅτι δὲν ἀναγνωρίζει τὴν Σοβιετικὴν Κυβέρνησιν καὶ ὅτι τὸ ζήτημα θὰ ἐξετασθῇ ἐν καιρῷ. Πληροφορίαι ἀναφέρουν ὅτι ἡ πώλησις τοῦ στόλου εἰς τρίτους ἐξετάζεται. <box>743 1468 968 1604</box>
advertisement-name: Ν. ΟΛΥΜΠΙΤΗΣ <box>1233 1838 1418 1864</box>
article-deck: ΜΙΑ ΑΥΣΤΡΙΑΚΗ ΑΠΟΨΙΣ <box>757 675 1188 713</box>
article-text: Αἱ συλληφθέντες ἦσαν μόνον 9 καὶ ἐξ αὐτῶν κατεδικάσθησαν μόνον οἱ 6. Ἡ ἀπόφασις τοῦ στρατοδικείου δὲν ἐξετελέσθη. Ἡ Ἑλληνικὴ Κυβέρνησις ἐζήτησε τὴν ἐπανάληψιν τῆς δίκης. Αἱ πληροφορίαι τοῦ Τουρκικοῦ Τύπου εἶναι ἀνακριβεῖς καὶ ὑπερβολικαί. <box>977 1792 1201 1888</box>
